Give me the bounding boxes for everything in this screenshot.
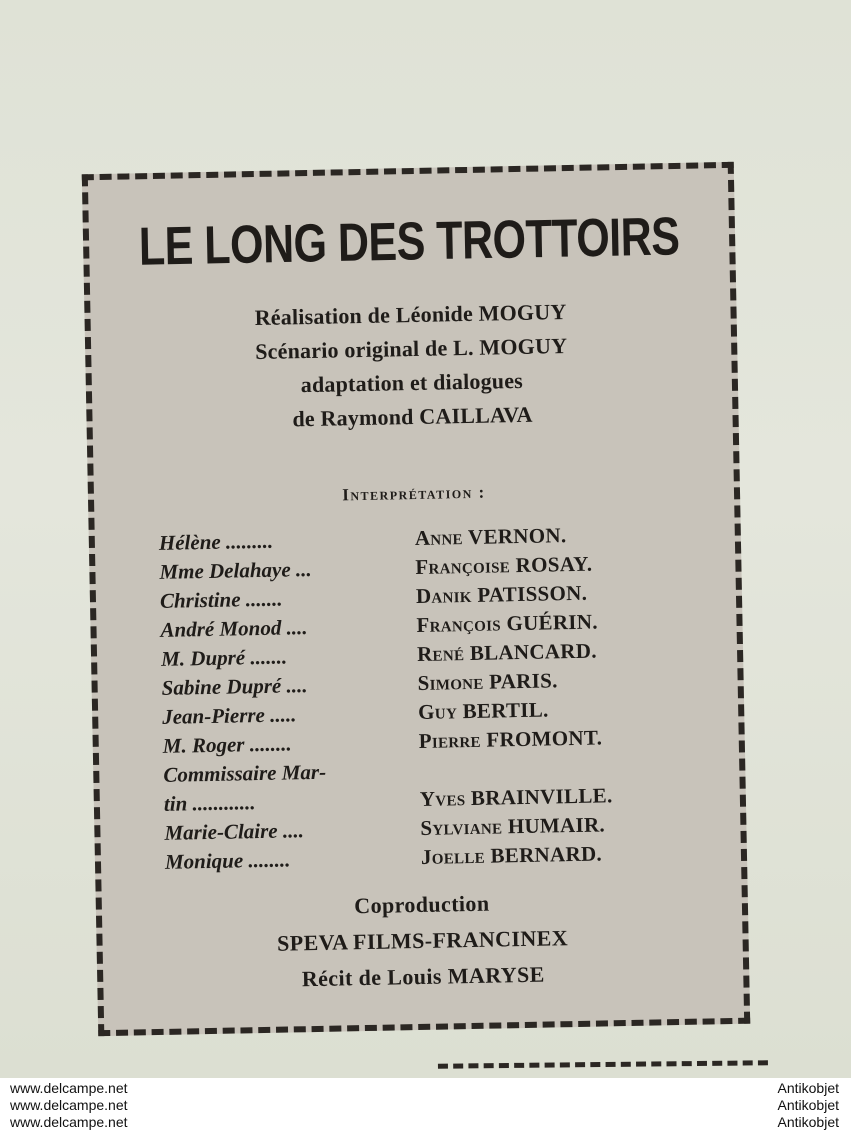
cast-actor: Anne VERNON. <box>414 523 567 551</box>
footer-coproduction: Coproduction <box>354 890 490 919</box>
cast-actor: Danik PATISSON. <box>415 580 588 608</box>
watermark-left <box>10 1080 128 1131</box>
cast-role: Mme Delahaye ... <box>159 557 312 584</box>
cast-actor: François GUÉRIN. <box>416 609 599 637</box>
film-credits-card <box>82 162 750 1036</box>
cast-actor: Simone PARIS. <box>417 668 558 695</box>
watermark-right <box>778 1080 839 1131</box>
watermark-site-text: www.delcampe.net <box>10 1080 128 1096</box>
footer-story-credit: Récit de Louis MARYSE <box>301 961 545 992</box>
cast-list <box>159 520 726 879</box>
cast-role: M. Roger ........ <box>162 731 292 758</box>
cast-role: Christine ....... <box>159 586 283 613</box>
cast-role: Monique ........ <box>164 847 291 874</box>
cast-heading: Interprétation : <box>342 482 486 505</box>
watermark-site-text: www.delcampe.net <box>10 1114 128 1130</box>
cast-actor: Joelle BERNARD. <box>420 841 603 869</box>
cast-role: Hélène ......... <box>158 528 274 555</box>
cast-actor: Sylviane HUMAIR. <box>420 812 606 840</box>
credit-line-dialogue-author: de Raymond CAILLAVA <box>292 401 533 432</box>
watermark-seller-text: Antikobjet <box>777 1097 839 1113</box>
cast-role: Marie-Claire .... <box>164 818 305 845</box>
watermark-seller-text: Antikobjet <box>777 1080 839 1096</box>
credit-line-adaptation: adaptation et dialogues <box>300 367 524 398</box>
cast-actor: René BLANCARD. <box>416 638 597 666</box>
credit-line-screenplay: Scénario original de L. MOGUY <box>254 333 568 365</box>
film-title: LE LONG DES TROTTOIRS <box>138 206 680 278</box>
cast-role: Jean-Pierre ..... <box>161 702 297 729</box>
cast-actor: Pierre FROMONT. <box>418 725 603 753</box>
cast-role: M. Dupré ....... <box>160 644 288 671</box>
footer-production-companies: SPEVA FILMS-FRANCINEX <box>276 925 569 956</box>
watermark-seller-text: Antikobjet <box>777 1114 839 1130</box>
watermark-strip <box>0 1078 851 1131</box>
watermark-site-text: www.delcampe.net <box>10 1097 128 1113</box>
cast-role: tin ............ <box>163 790 256 816</box>
credit-line-director: Réalisation de Léonide MOGUY <box>254 299 567 331</box>
cast-actor: Françoise ROSAY. <box>415 551 593 580</box>
cast-role: Commissaire Mar- <box>163 759 327 787</box>
cast-role: Sabine Dupré .... <box>161 673 308 700</box>
cast-actor: Guy BERTIL. <box>417 697 549 724</box>
cast-actor: Yves BRAINVILLE. <box>419 783 613 811</box>
cast-role: André Monod .... <box>160 615 308 642</box>
